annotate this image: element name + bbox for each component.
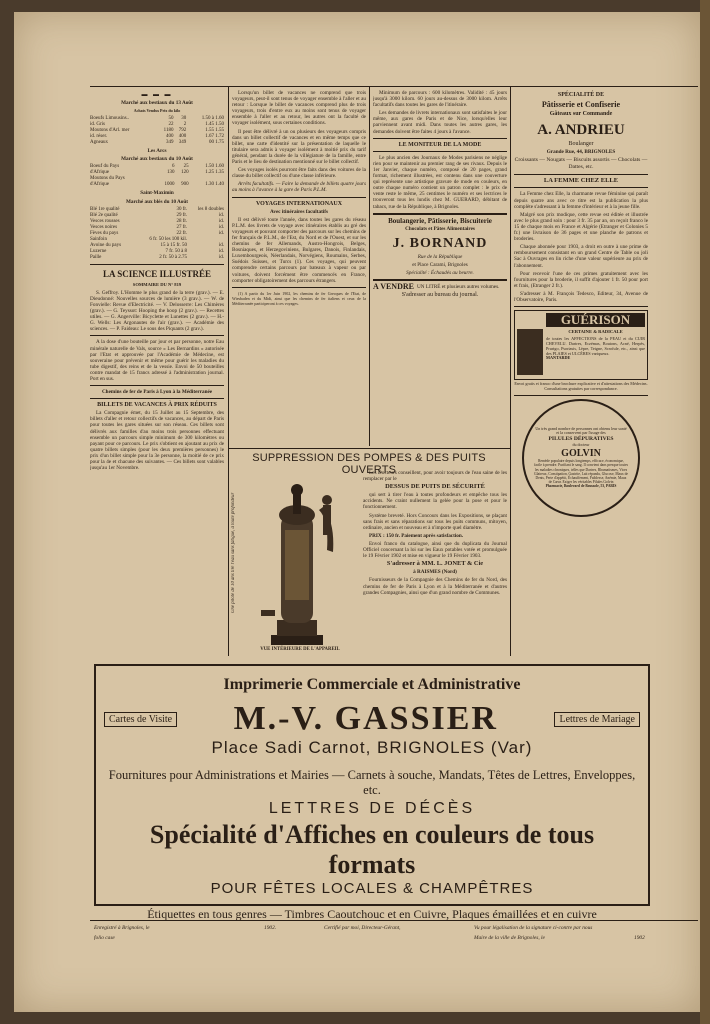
table-cell: 30 fr. [176, 206, 188, 212]
table-cell: id. [218, 218, 224, 224]
moniteur-text: Le plus ancien des Journaux de Modes parisiens ne néglige rien pour se maintenir au premier rang de ses rivaux. Depuis le 1er Janvier, chaque numéro, composé de 20 pages, grand format, richement illustrées, est contenu dans une couverture qui représente une artistique gravure de mode en couleurs, en outre chaque numéro contient un patron complet : le prix de vente reste le même, 25 centimes le numéro et ses lectrices le trouveront tous les lundis chez M. GUERARD, débitant de tabacs, rue de la République, à Brignoles. [373, 154, 507, 210]
table-cell: Sainfoin [90, 236, 107, 242]
col-divider-3 [510, 86, 511, 656]
table-cell: 22 fr. [176, 230, 188, 236]
science-title: LA SCIENCE ILLUSTRÉE [102, 268, 212, 279]
moniteur-title: LE MONITEUR DE LA MODE [398, 141, 482, 148]
pump-apparatus-image [231, 470, 359, 656]
table-cell: 900 [181, 182, 189, 188]
table-cell: id. [218, 230, 224, 236]
table-cell: id. Gris [90, 122, 105, 128]
table-cell: id. [218, 254, 224, 260]
golvin-ad: Un très grand nombre de personnes ont obtenu leur santé et la conservent par l'usage des PILULES DÉPURATIVES du docteur GOLVIN Remède populaire depuis longtemps, efficace, économique, facile à prendre. Purifiant le sang. Il convient dans presque toutes les maladies chroniques, telles que Dartres, Rhumatismes, Vices Glaireux, Constipation, Gastrite, Lait répandu, Glucose, Maux de Dents, Perte d'appétit, Échauffement, Faiblesse, Anémie, Maux de Cœur. Exiger les véritables Pilules Golvin Pharmacie, Boulevard de Boussole, 53, PARIS [522, 399, 640, 517]
table-cell: 2 [183, 122, 187, 128]
table-cell: 349 [166, 140, 174, 146]
cartes-visite-tag: Cartes de Visite [104, 712, 177, 727]
table-cell: Boeuf du Pays [90, 164, 120, 170]
les-arcs-heading: Les Arcs [147, 148, 167, 155]
table-cell: 1000 [164, 182, 175, 188]
table-cell: 7 fr. 50 à 8 [165, 248, 188, 254]
table-cell: 1.50 1.60 [205, 164, 224, 170]
guerison-ad: GUÉRISON CERTAINE & RADICALE de toutes les AFFECTIONS de la PEAU et du CUIR CHEVELU. Dartres, Eczémas, Boutons, Acné, Herpès, Prurigo, Psoriasis, Lèpre, Teigne, Scrofule, etc., ainsi que des PLAIES et ULCÈRES variqueux. MANTARDE [514, 310, 648, 380]
table-cell: Blé 1re qualité [90, 206, 120, 212]
table-cell: 1180 [163, 128, 174, 134]
table-cell: 6 fr. 50 les 100 kil. [149, 236, 188, 242]
market-table [90, 116, 224, 146]
railway-title: BILLETS DE VACANCES À PRIX RÉDUITS [97, 402, 217, 409]
table-cell: Fèves du pays [90, 230, 119, 236]
table-cell: id. [218, 242, 224, 248]
table-cell: Blé 2e qualité [90, 212, 118, 218]
table-cell: Vesces noires [90, 224, 118, 230]
table-cell: 25 [183, 164, 189, 170]
science-text: S. Geffroy. L'Homme le plus grand de la terre (grav.). — E. Dieudonné: Nouvelles sources de lumière (3 grav.). — W. de Fonvielle: Revue d'Electricité. — V. Delosserre: Les Chimères (grav.). — G. Teyssot: Hooping the hoop (2 grav.). — Recettes utiles. — G. Angerville: Bicyclette et Lunettes (2 grav.). — H.-G. Wells: Les Argonautes de l'air (grav.). — Académie des sciences. — P. Faideau: Le sous des Piquants (2 grav.). [90, 289, 224, 333]
table-cell: Moutons d'Arl. mer [90, 128, 130, 134]
table-cell: 50 [168, 116, 174, 122]
table-row [90, 182, 224, 188]
table-cell: 1.55 1.55 [205, 128, 224, 134]
pump-illustration: Une pilote de 10 ans tire l'eau sans fatigue, à toute profondeur VUE INTÉRIEURE DE L'APPAREIL [231, 470, 359, 656]
andrieu-name: A. ANDRIEU [537, 122, 625, 139]
table-cell: 1.25 1.35 [205, 170, 224, 176]
column-1: ▬ ▬ ▬ Marché aux bestiaux du 13 Août Achats Vendus Prix du kilo Boeufs Limousins.. 50 30 1.50 à 1.60 id. Gris 22 2 1.45 1.50 Moutons d'Arl. mer 1180 792 1.55 1.55 id. réser. 400 400 1.67 1.72 Agneaux 349 349 00 1.75 Les Arcs Marché aux bestiaux du 10 Août Boeuf du Pays 6 25 1.50 1.60 d'Afrique 130 120 1.25 1.35 Moutons du Pays d'Afrique 1000 900 1.30 1.40 Saint-Maximin Marché aux blés du 10 Août Blé 1re qualité 30 fr. les 8 doubles Blé 2e qualité 29 fr. id. Vesces rousses 28 fr. id. Vesces noires 27 fr. id. Fèves du pays 22 fr. id. Sainfoin 6 fr. 50 les 100 kil. Avoine du pays 15 à 15 fr. 50 id. Luzerne 7 fr. 50 à 8 id. Paille 2 fr. 50 à 2.75 id. LA SCIENCE ILLUSTRÉE SOMMAIRE DU N° 819 S. Geffroy. L'Homme le plus grand de la terre (grav.). — E. Dieudonné: Nouvelles sources de lumière (3 grav.). — W. de Fonvielle: Revue d'Electricité. — V. Delosserre: Les Chimères (grav.). — G. Teyssot: Hooping the hoop (2 grav.). — Recettes utiles. — G. Angerville: Bicyclette et Lunettes (2 grav.). — H.-G. Wells: Les Argonautes de l'air (grav.). — Académie des sciences. — P. Faideau: Le sous des Piquants (2 grav.). A la dose d'une bouteille par jour et par personne, notre Eau minérale naturelle de Vals, source « Les Bernardins » autorisée par l'Etat et approuvée par l'Académie de Médecine, est souveraine pour prévenir et même pour guérir les maladies du tube digestif, des reins et de la vessie. Envoi de 50 bouteilles contre mandat de 15 francs adressé à l'administration journal. Port en sus. Chemins de fer de Paris à Lyon à la Méditerranée BILLETS DE VACANCES À PRIX RÉDUITS La Compagnie émet, du 15 Juillet au 15 Septembre, des billets d'aller et retour collectifs de vacances, au départ de Paris pour toutes les gares situées sur son réseau. Ces billets sont délivrés aux familles d'au moins trois personnes effectuant ensemble un parcours simple minimum de 300 kilomètres ou payant pour ce parcours. Le prix s'obtient en ajoutant au prix de quatre billets simples (pour les deux premières personnes) le prix d'un billet simple pour la 3e personne, la moitié de ce prix pour la 4e et chacune des suivantes. — Ces billets sont valables jusqu'au 1er Novembre. [90, 92, 224, 472]
table-cell: 15 à 15 fr. 50 [160, 242, 188, 248]
table-cell: d'Afrique [90, 170, 109, 176]
table-cell: 29 fr. [176, 212, 188, 218]
gassier-specialite: Spécialité d'Affiches en couleurs de tous formats [149, 820, 595, 879]
table-cell: 120 [181, 170, 189, 176]
table-cell: 400 [178, 134, 187, 140]
table-cell: 1.45 1.50 [205, 122, 224, 128]
st-maximin-heading: Saint-Maximin [140, 190, 174, 197]
table-cell: id. réser. [90, 134, 108, 140]
market-heading: Marché aux bestiaux du 13 Août [121, 100, 193, 107]
col-divider-1 [228, 86, 229, 656]
table-cell: 1.50 à 1.60 [201, 116, 224, 122]
table-cell: d'Afrique [90, 182, 109, 188]
railway-heading: Chemins de fer de Paris à Lyon à la Méditerranée [101, 389, 213, 396]
bornand-heading: Boulangerie, Pâtisserie, Biscuiterie [388, 216, 492, 225]
table-cell: 28 fr. [176, 218, 188, 224]
column-3: Minimum de parcours : 600 kilomètres. Validité : 45 jours jusqu'à 3000 kilom. 60 jours au-dessus de 3000 kilom. Arrêts facultatifs dans toutes les gares de l'itinéraire. Les demandes de livrets internationaux sont satisfaites le jour même, aux gares de Paris et de Nice, lorsqu'elles leur parviennent avant midi. Dans toutes les autres gares, les demandes doivent être faites 4 jours à l'avance. LE MONITEUR DE LA MODE Le plus ancien des Journaux de Modes parisiens ne néglige rien pour se maintenir au premier rang de ses rivaux. Depuis le 1er Janvier, chaque numéro, composé de 20 pages, grand format, richement illustrées, est contenu dans une couverture qui représente une artistique gravure de mode en couleurs, en outre chaque numéro contient un patron complet : le prix de vente reste le même, 25 centimes le numéro et ses lectrices le trouveront tous les lundis chez M. GUERARD, débitant de tabacs, rue de la République, à Brignoles. Boulangerie, Pâtisserie, Biscuiterie Chocolats et Pâtes Alimentaires J. BORNAND Rue de la République et Place Carami, Brignoles Spécialité : Échaudés au beurre. A VENDRE UN LITRÉ et plusieurs autres volumes. S'adresser au bureau du journal. [373, 90, 507, 299]
table-row [90, 255, 224, 261]
table-cell: Luzerne [90, 248, 107, 254]
guerison-title: GUÉRISON [546, 313, 645, 327]
table-cell: 1.30 1.40 [205, 182, 224, 188]
gassier-address: Place Sadi Carnot, BRIGNOLES (Var) [211, 738, 533, 757]
table-cell: 130 [166, 170, 175, 176]
a-vendre-ad: A VENDRE UN LITRÉ et plusieurs autres volumes. [373, 282, 500, 292]
intl-title: VOYAGES INTERNATIONAUX [255, 200, 343, 207]
gassier-l1: Imprimerie Commerciale et Administrative [223, 676, 521, 693]
pompes-ad: SUPPRESSION DES POMPES & DES PUITS OUVERTS Une pilote de 10 ans tire l'eau sans fatigue, à toute profondeur VUE INTÉRIEURE DE L'APPAREIL Les Docteurs conseillent, pour avoir toujours de l'eau saine de les remplacer par le DESSUS DE PUITS DE SÉCURITÉ qui sert à tirer l'eau à toutes profondeurs et empêche tous les accidents. Ne craint nullement la gelée pour la pose et pour le fonctionnement. Système breveté. Hors Concours dans les Expositions, se plaçant sans frais et sans réparations sur tous les puits communs, mitoyen, ordinaire, ancien et nouveau et à n'importe quel diamètre. PRIX : 150 fr. Paiement après satisfaction. Envoi franco du catalogue, ainsi que du duplicata du Journal Officiel concernant la loi sur les Eaux potables votée et promulguée le 19 Février 1902 et mise en vigueur le 19 Février 1903. S'adresser à MM. L. JONET & Cie à RAISMES (Nord) Fournisseurs de la Compagnie des Chemins de fer du Nord, des chemins de fer de Paris à Lyon et à la Méditerranée et d'autres grandes Compagnies, ainsi que d'un grand nombre de Communes. [231, 452, 507, 657]
pompes-title: SUPPRESSION DES POMPES & DES PUITS OUVERTS [252, 452, 486, 476]
lettres-mariage-tag: Lettres de Mariage [554, 712, 640, 727]
table-cell: 22 [168, 122, 174, 128]
table-cell: Agneaux [90, 140, 109, 146]
newspaper-page: ▬ ▬ ▬ Marché aux bestiaux du 13 Août Achats Vendus Prix du kilo Boeufs Limousins.. 50 30 1.50 à 1.60 id. Gris 22 2 1.45 1.50 Moutons d'Arl. mer 1180 792 1.55 1.55 id. réser. 400 400 1.67 1.72 Agneaux 349 349 00 1.75 Les Arcs Marché aux bestiaux du 10 Août Boeuf du Pays 6 25 1.50 1.60 d'Afrique 130 120 1.25 1.35 Moutons du Pays d'Afrique 1000 900 1.30 1.40 Saint-Maximin Marché aux blés du 10 Août Blé 1re qualité 30 fr. les 8 doubles Blé 2e qualité 29 fr. id. Vesces rousses 28 fr. id. Vesces noires 27 fr. id. Fèves du pays 22 fr. id. Sainfoin 6 fr. 50 les 100 kil. Avoine du pays 15 à 15 fr. 50 id. Luzerne 7 fr. 50 à 8 id. Paille 2 fr. 50 à 2.75 id. LA SCIENCE ILLUSTRÉE SOMMAIRE DU N° 819 S. Geffroy. L'Homme le plus grand de la terre (grav.). — E. Dieudonné: Nouvelles sources de lumière (3 grav.). — W. de Fonvielle: Revue d'Electricité. — V. Delosserre: Les Chimères (grav.). — G. Teyssot: Hooping the hoop (2 grav.). — Recettes utiles. — G. Angerville: Bicyclette et Lunettes (2 grav.). — H.-G. Wells: Les Argonautes de l'air (grav.). — Académie des sciences. — P. Faideau: Le sous des Piquants (2 grav.). A la dose d'une bouteille par jour et par personne, notre Eau minérale naturelle de Vals, source « Les Bernardins » autorisée par l'Etat et approuvée par l'Académie de Médecine, est souveraine pour prévenir et même pour guérir les maladies du tube digestif, des reins et de la vessie. Envoi de 50 bouteilles contre mandat de 15 francs adressé à l'administration journal. Port en sus. Chemins de fer de Paris à Lyon à la Méditerranée BILLETS DE VACANCES À PRIX RÉDUITS La Compagnie émet, du 15 Juillet au 15 Septembre, des billets d'aller et retour collectifs de vacances, au départ de Paris pour toutes les gares situées sur son réseau. Ces billets sont délivrés aux familles d'au moins trois personnes effectuant ensemble un parcours simple minimum de 300 kilomètres ou payant pour ce parcours. Le prix s'obtient en ajoutant au prix de quatre billets simples (pour les deux premières personnes) le prix d'un billet simple pour la 3e personne, la moitié de ce prix pour la 4e et chacune des suivantes. — Ces billets sont valables jusqu'au 1er Novembre. Lorsqu'un billet de vacances ne comprend que trois voyageurs, peut-il sont tenus de voyager ensemble à l'aller et au retour : Lorsque le billet de vacances comprend plus de trois voyageurs, trois d'entre eux au moins sont tenus de voyager ensemble à l'aller et au retour, les autres ont la faculté de voyager isolément, sous certaines conditions. Il peut être délivré à un ou plusieurs des voyageurs compris dans un billet collectif de vacances et en même temps que ce billet, une carte d'identité sur la présentation de laquelle le titulaire sera admis à voyager isolément à moitié prix du tarif général, pendant la durée de la villégiature de la famille, entre Paris et le lieu de destination mentionné sur le billet collectif. Ces voyages isolés pourront être faits dans des voitures de la classe du billet collectif ou d'une classe inférieure. Arrêts facultatifs. — Faire la demande de billets quatre jours au moins à l'avance à la gare de Paris P.L.M. VOYAGES INTERNATIONAUX Avec itinéraires facultatifs Il est délivré toute l'année, dans toutes les gares du réseau P.L.M. des livrets de voyage avec itinéraires établis au gré des voyageurs et pouvant comporter des parcours sur les chemins de fer français de P.L.M., de l'Est, du Nord et de l'Ouest, et sur les chemins de fer Allemands, Austro-Hongrois, Belges, Bosniaques, et Herzegoviniens, Bulgares, Danois, Finlandais, Luxembourgeois, Néerlandais, Norvégiens, Roumains, Serbes, Suédois Suisses, et Turcs (1). Ces voyages, qui peuvent comprendre certains parcours par bateaux à vapeur ou par voitures, doivent forcément être commencés en France, comporter obligatoirement des parcours étrangers. (1) A partir du 1er Juin 1902, les chemins de fer Grecques de l'Etat, de Wiesbaden et du Midi, ainsi que les chemins de fer italiens et ceux de la Méditerranée participeront à ces voyages. Minimum de parcours : 600 kilomètres. Validité : 45 jours jusqu'à 3000 kilom. 60 jours au-dessus de 3000 kilom. Arrêts facultatifs dans toutes les gares de l'itinéraire. Les demandes de livrets internationaux sont satisfaites le jour même, aux gares de Paris et de Nice, lorsqu'elles leur parviennent avant midi. Dans toutes les autres gares, les demandes doivent être faites 4 jours à l'avance. LE MONITEUR DE LA MODE Le plus ancien des Journaux de Modes parisiens ne néglige rien pour se maintenir au premier rang de ses rivaux. Depuis le 1er Janvier, chaque numéro, composé de 20 pages, grand format, richement illustrées, est contenu dans une couverture qui représente une artistique gravure de mode en couleurs, en outre chaque numéro contient un patron complet : le prix de vente reste le même, 25 centimes le numéro et ses lectrices le trouveront tous les lundis chez M. GUERARD, débitant de tabacs, rue de la République, à Brignoles. Boulangerie, Pâtisserie, Biscuiterie Chocolats et Pâtes Alimentaires J. BORNAND Rue de la République et Place Carami, Brignoles Spécialité : Échaudés au beurre. A VENDRE UN LITRÉ et plusieurs autres volumes. S'adresser au bureau du journal. SPÉCIALITÉ DE Pâtisserie et Confiserie Gâteaux sur Commande A. ANDRIEU Boulanger Grande Rue, 44, BRIGNOLES Croissants — Nougats — Biscuits assortis — Chocolats — Dattes, etc. LA FEMME CHEZ ELLE La Femme chez Elle, la charmante revue féminine qui paraît depuis quatre ans avec ce titre est la publication la plus complète s'adressant à la femme d'intérieur et à la jeune fille. Malgré son prix modique, cette revue est éditée et illustrée avec le plus grand soin : pour 3 fr. 35 par an, on reçoit franco le 15 de chaque mois en France et Algérie (Etranger et Colonies 5 fr.) une livraison de 36 pages et une planche de patrons et broderies. Chaque abonnée pour 1903, a droit en outre à une prime de remboursement consistant en un grand Centre de Table ou joli Sac à Ouvrages en lin riche d'une valeur supérieure au prix de l'abonnement. Pour recevoir l'une de ces primes gratuitement avec les fournitures pour la broderie, il suffit d'ajouter 1 fr. 50 pour port et frais, (Etranger 2 fr.). S'adresser à M. François Tedesco, Editeur, 34, Avenue de l'Observatoire, Paris. GUÉRISON CERTAINE & RADICALE de toutes les AFFECTIONS de la PEAU et du CUIR CHEVELU. Dartres, Eczémas, Boutons, Acné, Herpès, Prurigo, Psoriasis, Lèpre, Teigne, Scrofule, etc., ainsi que des PLAIES et ULCÈRES variqueux. MANTARDE Envoi gratis et franco d'une brochure explicative et d'attestations des Médecins. Consultations gratuites par correspondance. Un très grand nombre de personnes ont obtenu leur santé et la conservent par l'usage des PILULES DÉPURATIVES du docteur GOLVIN Remède populaire depuis longtemps, efficace, économique, facile à prendre. Purifiant le sang. Il convient dans presque toutes les maladies chroniques, telles que Dartres, Rhumatismes, Vices Glaireux, Constipation, Gastrite, Lait répandu, Glucose, Maux de Dents, Perte d'appétit, Échauffement, Faiblesse, Anémie, Maux de Cœur. Exiger les véritables Pilules Golvin Pharmacie, Boulevard de Boussole, 53, PARIS SUPPRESSION DES POMPES & DES PUITS OUVERTS Une pilote de 10 ans tire l'eau sans fatigue, à toute profondeur VUE INTÉRIEURE DE L'APPAREIL Les Docteurs conseillent, pour avoir toujours de l'eau saine de les remplacer par le DESSUS DE PUITS DE SÉCURITÉ qui sert à tirer l'eau à toutes profondeurs et empêche tous les accidents. Ne craint nullement la gelée pour la pose et pour le fonctionnement. Système breveté. Hors Concours dans les Expositions, se plaçant sans frais et sans réparations sur tous les puits communs, mitoyen, ordinaire, ancien et nouveau et à n'importe quel diamètre. PRIX : 150 fr. Paiement après satisfaction. Envoi franco du catalogue, ainsi que du duplicata du Journal Officiel concernant la loi sur les Eaux potables votée et promulguée le 19 Février 1902 et mise en vigueur le 19 Février 1903. S'adresser à MM. L. JONET & Cie à RAISMES (Nord) Fournisseurs de la Compagnie des Chemins de fer du Nord, des chemins de fer de Paris à Lyon et à la Méditerranée et d'autres grandes Compagnies, ainsi que d'un grand nombre de Communes. Imprimerie Commerciale et Administrative Cartes de Visite M.-V. GASSIER Lettres de Mariage Place Sadi Carnot, BRIGNOLES (Var) Fournitures pour Administrations et Mairies — Carnets à souche, Mandats, Têtes de Lettres, Enveloppes, etc. LETTRES DE DÉCÈS Spécialité d'Affiches en couleurs de tous formats POUR FÊTES LOCALES & CHAMPÊTRES Étiquettes en tous genres — Timbres Caoutchouc et en Cuivre, Plaques émaillées et en cuivre Enregistré à Brignoles, le folio case 1902. Certifié par moi, Directeur-Gérant, Vu pour légalisation de la signature ci-contre par nous Maire de la ville de Brignoles, le 1902 [14, 12, 700, 1012]
column-4: SPÉCIALITÉ DE Pâtisserie et Confiserie Gâteaux sur Commande A. ANDRIEU Boulanger Grande Rue, 44, BRIGNOLES Croissants — Nougats — Biscuits assortis — Chocolats — Dattes, etc. LA FEMME CHEZ ELLE La Femme chez Elle, la charmante revue féminine qui paraît depuis quatre ans avec ce titre est la publication la plus complète s'adressant à la femme d'intérieur et à la jeune fille. Malgré son prix modique, cette revue est éditée et illustrée avec le plus grand soin : pour 3 fr. 35 par an, on reçoit franco le 15 de chaque mois en France et Algérie (Etranger et Colonies 5 fr.) une livraison de 36 pages et une planche de patrons et broderies. Chaque abonnée pour 1903, a droit en outre à une prime de remboursement consistant en un grand Centre de Table ou joli Sac à Ouvrages en lin riche d'une valeur supérieure au prix de l'abonnement. Pour recevoir l'une de ces primes gratuitement avec les fournitures pour la broderie, il suffit d'ajouter 1 fr. 50 pour port et frais, (Etranger 2 fr.). S'adresser à M. François Tedesco, Editeur, 34, Avenue de l'Observatoire, Paris. GUÉRISON CERTAINE & RADICALE de toutes les AFFECTIONS de la PEAU et du CUIR CHEVELU. Dartres, Eczémas, Boutons, Acné, Herpès, Prurigo, Psoriasis, Lèpre, Teigne, Scrofule, etc., ainsi que des PLAIES et ULCÈRES variqueux. MANTARDE Envoi gratis et franco d'une brochure explicative et d'attestations des Médecins. Consultations gratuites par correspondance. Un très grand nombre de personnes ont obtenu leur santé et la conservent par l'usage des PILULES DÉPURATIVES du docteur GOLVIN Remède populaire depuis longtemps, efficace, économique, facile à prendre. Purifiant le sang. Il convient dans presque toutes les maladies chroniques, telles que Dartres, Rhumatismes, Vices Glaireux, Constipation, Gastrite, Lait répandu, Glucose, Maux de Dents, Perte d'appétit, Échauffement, Faiblesse, Anémie, Maux de Cœur. Exiger les véritables Pilules Golvin Pharmacie, Boulevard de Boussole, 53, PARIS [514, 90, 648, 655]
golvin-name: GOLVIN [561, 448, 601, 460]
gassier-ad: Imprimerie Commerciale et Administrative Cartes de Visite M.-V. GASSIER Lettres de Mariage Place Sadi Carnot, BRIGNOLES (Var) Fournitures pour Administrations et Mairies — Carnets à souche, Mandats, Têtes de Lettres, Enveloppes, etc. LETTRES DE DÉCÈS Spécialité d'Affiches en couleurs de tous formats POUR FÊTES LOCALES & CHAMPÊTRES Étiquettes en tous genres — Timbres Caoutchouc et en Cuivre, Plaques émaillées et en cuivre [94, 664, 650, 906]
les-arcs-table [90, 164, 224, 188]
page-edge [700, 0, 710, 1024]
table-cell: id. [218, 224, 224, 230]
top-rule [90, 86, 698, 87]
table-cell: 2 fr. 50 à 2.75 [159, 254, 188, 260]
table-cell: Moutons du Pays [90, 176, 125, 182]
table-cell: 792 [178, 128, 187, 134]
table-cell: id. [218, 212, 224, 218]
table-cell: 1.67 1.72 [205, 134, 224, 140]
st-maximin-table [90, 207, 224, 261]
table-cell: id. [218, 248, 224, 254]
vals-text: A la dose d'une bouteille par jour et par personne, notre Eau minérale naturelle de Vals, source « Les Bernardins » autorisée par l'Etat et approuvée par l'Académie de Médecine, est souveraine pour prévenir et même pour guérir les maladies du tube digestif, des reins et de la vessie. Envoi de 50 bouteilles contre mandat de 15 francs adressé à l'administration journal. Port en sus. [90, 339, 224, 382]
table-cell: 400 [166, 134, 174, 140]
table-cell: 30 [181, 116, 187, 122]
table-cell: Boeufs Limousins.. [90, 116, 130, 122]
table-cell: 00 1.75 [209, 140, 224, 146]
table-row [90, 140, 224, 146]
bornand-name: J. BORNAND [392, 235, 488, 251]
table-cell: les 8 doubles [197, 206, 224, 212]
gassier-name: M.-V. GASSIER [233, 700, 498, 737]
col-divider-2 [369, 86, 370, 446]
table-cell: 27 fr. [176, 224, 188, 230]
railway-text: La Compagnie émet, du 15 Juillet au 15 Septembre, des billets d'aller et retour collectifs de vacances, au départ de Paris pour toutes les gares situées sur son réseau. Ces billets sont délivrés aux familles d'au moins trois personnes effectuant ensemble un parcours simple minimum de 300 kilomètres ou payant pour ce parcours. Le prix s'obtient en ajoutant au prix de quatre billets simples (pour les deux premières personnes) le prix d'un billet simple pour la 3e personne, la moitié de ce prix pour la 4e et chacune des suivantes. — Ces billets sont valables jusqu'au 1er Novembre. [90, 410, 224, 472]
table-cell: Vesces rousses [90, 218, 120, 224]
column-2: Lorsqu'un billet de vacances ne comprend que trois voyageurs, peut-il sont tenus de voyager ensemble à l'aller et au retour : Lorsque le billet de vacances comprend plus de trois voyageurs, trois d'entre eux au moins sont tenus de voyager ensemble à l'aller et au retour, les autres ont la faculté de voyager isolément, sous certaines conditions. Il peut être délivré à un ou plusieurs des voyageurs compris dans un billet collectif de vacances et en même temps que ce billet, une carte d'identité sur la présentation de laquelle le titulaire sera admis à voyager isolément à moitié prix du tarif général, pendant la durée de la villégiature de la famille, entre Paris et le lieu de destination mentionné sur le billet collectif. Ces voyages isolés pourront être faits dans des voitures de la classe du billet collectif ou d'une classe inférieure. Arrêts facultatifs. — Faire la demande de billets quatre jours au moins à l'avance à la gare de Paris P.L.M. VOYAGES INTERNATIONAUX Avec itinéraires facultatifs Il est délivré toute l'année, dans toutes les gares du réseau P.L.M. des livrets de voyage avec itinéraires établis au gré des voyageurs et pouvant comporter des parcours sur les chemins de fer français de P.L.M., de l'Est, du Nord et de l'Ouest, et sur les chemins de fer Allemands, Austro-Hongrois, Belges, Bosniaques, et Herzegoviniens, Bulgares, Danois, Finlandais, Luxembourgeois, Néerlandais, Norvégiens, Roumains, Serbes, Suédois Suisses, et Turcs (1). Ces voyages, qui peuvent comprendre certains parcours par bateaux à vapeur ou par voitures, doivent forcément être commencés en France, comporter obligatoirement des parcours étrangers. (1) A partir du 1er Juin 1902, les chemins de fer Grecques de l'Etat, de Wiesbaden et du Midi, ainsi que les chemins de fer italiens et ceux de la Méditerranée participeront à ces voyages. [232, 90, 366, 306]
portrait-image [517, 329, 543, 375]
table-cell: 349 [178, 140, 187, 146]
femme-title: LA FEMME CHEZ ELLE [543, 177, 619, 185]
table-cell: Paille [90, 254, 102, 260]
table-cell: 6 [171, 164, 175, 170]
table-cell: Avoine du pays [90, 242, 122, 248]
